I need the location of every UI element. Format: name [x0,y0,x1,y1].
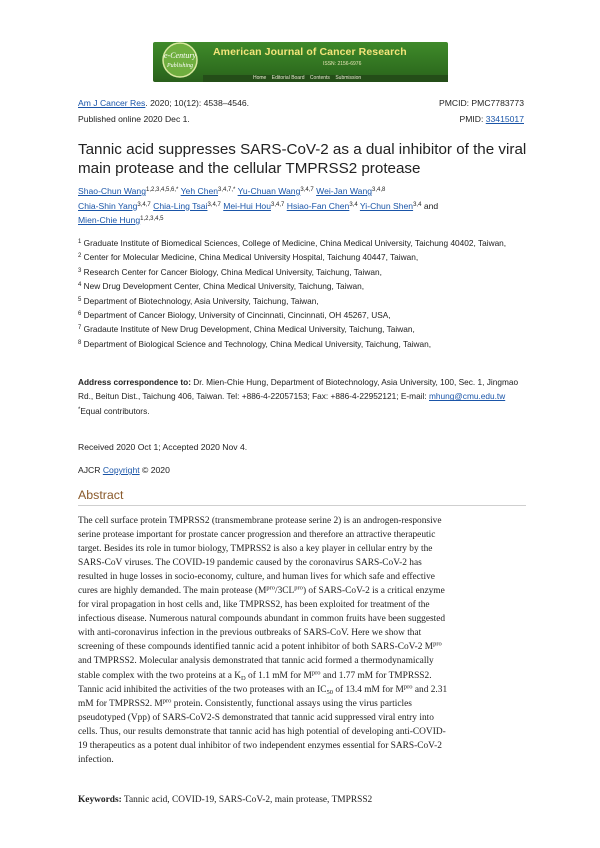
affiliation-item [78,236,528,250]
author-link[interactable]: Shao-Chun Wang [78,186,146,196]
correspondence-text: Dr. Mien-Chie Hung, Department of Biotechnology, Asia University, 100, Sec. 1, Jingmao Rd., Beitun Dist., Taichung 406, Taiwan. Tel: +886-4-22057153; Fax: +886-4-22952121; E-mail: [78,377,519,402]
pmcid: PMCID: PMC7783773 [438,98,524,108]
abstract-line: resulted in huge losses in socio-economy, culture, and human lives for which safe and effective [78,572,435,583]
journal-banner[interactable] [153,42,448,82]
svg-text:Publishing: Publishing [166,63,194,69]
affiliation-item [78,250,528,264]
abstract-line: Tannic acid inhibited the activities of the two proteases with an $IC_{50}$ of 13.4 mM for $M^{pro}$ and 2.31 [78,683,448,696]
abstract-line: serine protease important for prostate cancer progression and therefore an attractive therapeutic [78,530,436,541]
journal-issn: ISSN: 2156-6976 [323,61,362,67]
author-affil-sup: 3,4,7 [207,201,221,208]
article-title-line: Tannic acid suppresses SARS-CoV-2 as a dual inhibitor of the viral [78,141,527,158]
author-link[interactable]: Yeh Chen [180,186,219,196]
pmid-link[interactable]: 33415017 [485,114,524,124]
author-link[interactable]: Hsiao-Fan Chen [286,200,350,211]
abstract-line: for viral propagation in host cells and, like TMPRSS2, has been exploited for treatment of the [78,600,430,611]
affiliation-number: 6 [78,311,82,318]
copyright-line [78,465,170,475]
author-affil-sup: 3,4,7,* [218,187,236,193]
abstract-line: stable complex with the two proteins at a $K_D$ of 1.1 mM for $M^{pro}$ and 1.77 mM for TMPRSS2. [78,669,432,682]
affiliation-item [78,265,528,279]
author-list [78,184,528,228]
affiliation-list [78,236,528,351]
affiliation-number: 7 [78,325,82,332]
author-link[interactable]: Mei-Hui Hou [223,200,271,211]
abstract-line: infectious disease. Numerous natural compounds abundant in common fruits have been suggested [78,614,446,625]
abstract-line: mM for TMPRSS2. $M^{pro}$ protein. Consistently, functional assays using the virus particles [78,697,412,709]
journal-link[interactable]: Am J Cancer Res [78,98,146,108]
author-affil-sup: 3,4,7 [300,187,314,193]
affiliation-item [78,308,528,322]
abstract-line: cells. Thus, our results demonstrate that tannic acid has high potential of developing anti-COVID- [78,726,446,737]
nav-contents[interactable]: Contents [309,75,330,81]
abstract-body [78,514,526,767]
pmid [459,113,524,125]
affiliation-text: Research Center for Cancer Biology, China Medical University, Taichung, Taiwan, [83,266,382,277]
abstract-line: The cell surface protein TMPRSS2 (transmembrane protease serine 2) is an androgen-responsive [78,516,442,526]
journal-banner-title: American Journal of Cancer Research [213,46,407,58]
affiliation-text: Graduate Institute of Biomedical Sciences, College of Medicine, China Medical University, Taichung 40402, Taiwan, [83,238,507,248]
abstract-line: cures are highly demanded. The main protease $(M^{pro}/3CL^{pro})$ of SARS-CoV-2 is a critical enzyme [78,584,445,597]
abstract-heading: Abstract [78,488,124,502]
affiliation-number: 5 [78,296,82,303]
keywords-label: Keywords: [78,795,122,805]
affiliation-item [78,279,528,293]
copyright-link[interactable]: Copyright [102,465,140,475]
article-title-line: main protease and the cellular TMPRSS2 protease [78,160,421,177]
affiliation-number: 4 [78,282,82,289]
equal-contrib-mark: * [78,406,81,413]
author-affil-sup: 1,2,3,4,5 [140,216,164,222]
abstract-line: infection. [78,754,114,765]
affiliation-text: Department of Biotechnology, Asia University, Taichung, Taiwan, [83,295,319,306]
author-affil-sup: 3,4,7 [270,201,285,208]
nav-submission[interactable]: Submission [335,75,362,81]
article-title [78,140,528,178]
email-link[interactable]: mhung@cmu.edu.tw [429,391,506,402]
abstract-line: pseudotyped (Vpp) of SARS-CoV2-S demonstrated that tannic acid suppressed viral entry into [78,712,434,723]
author-affil-sup: 3,4 [349,201,358,208]
authors-and: and [423,200,439,211]
author-affil-sup: 3,4,7 [137,201,151,208]
author-link[interactable]: Chia-Shin Yang [78,200,138,211]
affiliation-number: 3 [78,267,82,274]
affiliation-text: Gradaute Institute of New Drug Development, China Medical University, Taichung, Taiwan, [83,324,415,335]
abstract-line: SARS-CoV viruses. The COVID-19 pandemic caused by the coronavirus SARS-CoV-2 has [78,558,422,569]
abstract-line: 19 therapeutics as a potent dual inhibitor of two independent enzymes essential for SARS-CoV-2 [78,740,442,751]
nav-home[interactable]: Home [253,75,267,81]
abstract-line: target. Besides its role in tumor biology, TMPRSS2 is also a key player in cellular entry by the [78,544,433,555]
citation-details: . 2020; 10(12): 4538–4546. [145,98,250,108]
journal-nav [203,75,448,82]
abstract-line: and TMPRSS2. Molecular analysis demonstrated that tannic acid formed a thermodynamically [78,656,434,667]
abstract-line: with anti-coronavirus infection in the previous outbreaks of SARS-CoV. Here we show that [78,628,422,639]
author-affil-sup: 3,4,8 [372,187,386,193]
svg-text:e-Century: e-Century [164,51,196,60]
affiliation-number: 1 [78,239,82,245]
author-affil-sup: 3,4 [413,201,422,208]
pmid-label: PMID: [459,114,486,124]
e-century-logo-icon [155,40,205,84]
nav-editorial-board[interactable]: Editorial Board [271,75,305,81]
author-link[interactable]: Yu-Chuan Wang [237,186,301,196]
correspondence-label: Address correspondence to: [78,377,191,387]
affiliation-number: 2 [78,253,82,260]
keywords [78,795,372,805]
author-link[interactable]: Yi-Chun Shen [359,200,414,211]
published-date: Published online 2020 Dec 1. [78,114,190,124]
author-link[interactable]: Chia-Ling Tsai [153,200,208,211]
citation-row [78,97,524,109]
affiliation-item [78,294,528,308]
abstract-line: screening of these compounds identified tannic acid a potent inhibitor of both SARS-CoV-2 $M^{pro}$ [78,640,442,653]
section-divider [78,505,526,506]
received-dates: Received 2020 Oct 1; Accepted 2020 Nov 4. [78,442,248,452]
keywords-text: Tannic acid, COVID-19, SARS-CoV-2, main protease, TMPRSS2 [121,795,373,805]
published-row [78,113,524,125]
equal-contrib-text: Equal contributors. [80,405,150,416]
copyright-suffix: © 2020 [139,465,170,475]
affiliation-number: 8 [78,339,82,346]
affiliation-item [78,322,528,336]
affiliation-text: New Drug Development Center, China Medical University, Taichung, Taiwan, [83,281,365,292]
affiliation-text: Department of Cancer Biology, University of Cincinnati, Cincinnati, OH 45267, USA, [83,310,391,321]
correspondence [78,375,526,418]
affiliation-text: Center for Molecular Medicine, China Medical University Hospital, Taichung 40447, Taiwan, [83,252,419,263]
affiliation-text: Department of Biological Science and Technology, China Medical University, Taichung, Taiwan, [83,338,432,349]
author-link[interactable]: Mien-Chie Hung [78,215,141,225]
author-link[interactable]: Wei-Jan Wang [316,186,373,196]
copyright-prefix: AJCR [78,465,103,475]
author-affil-sup: 1,2,3,4,5,6,* [146,187,179,193]
affiliation-item [78,337,528,351]
